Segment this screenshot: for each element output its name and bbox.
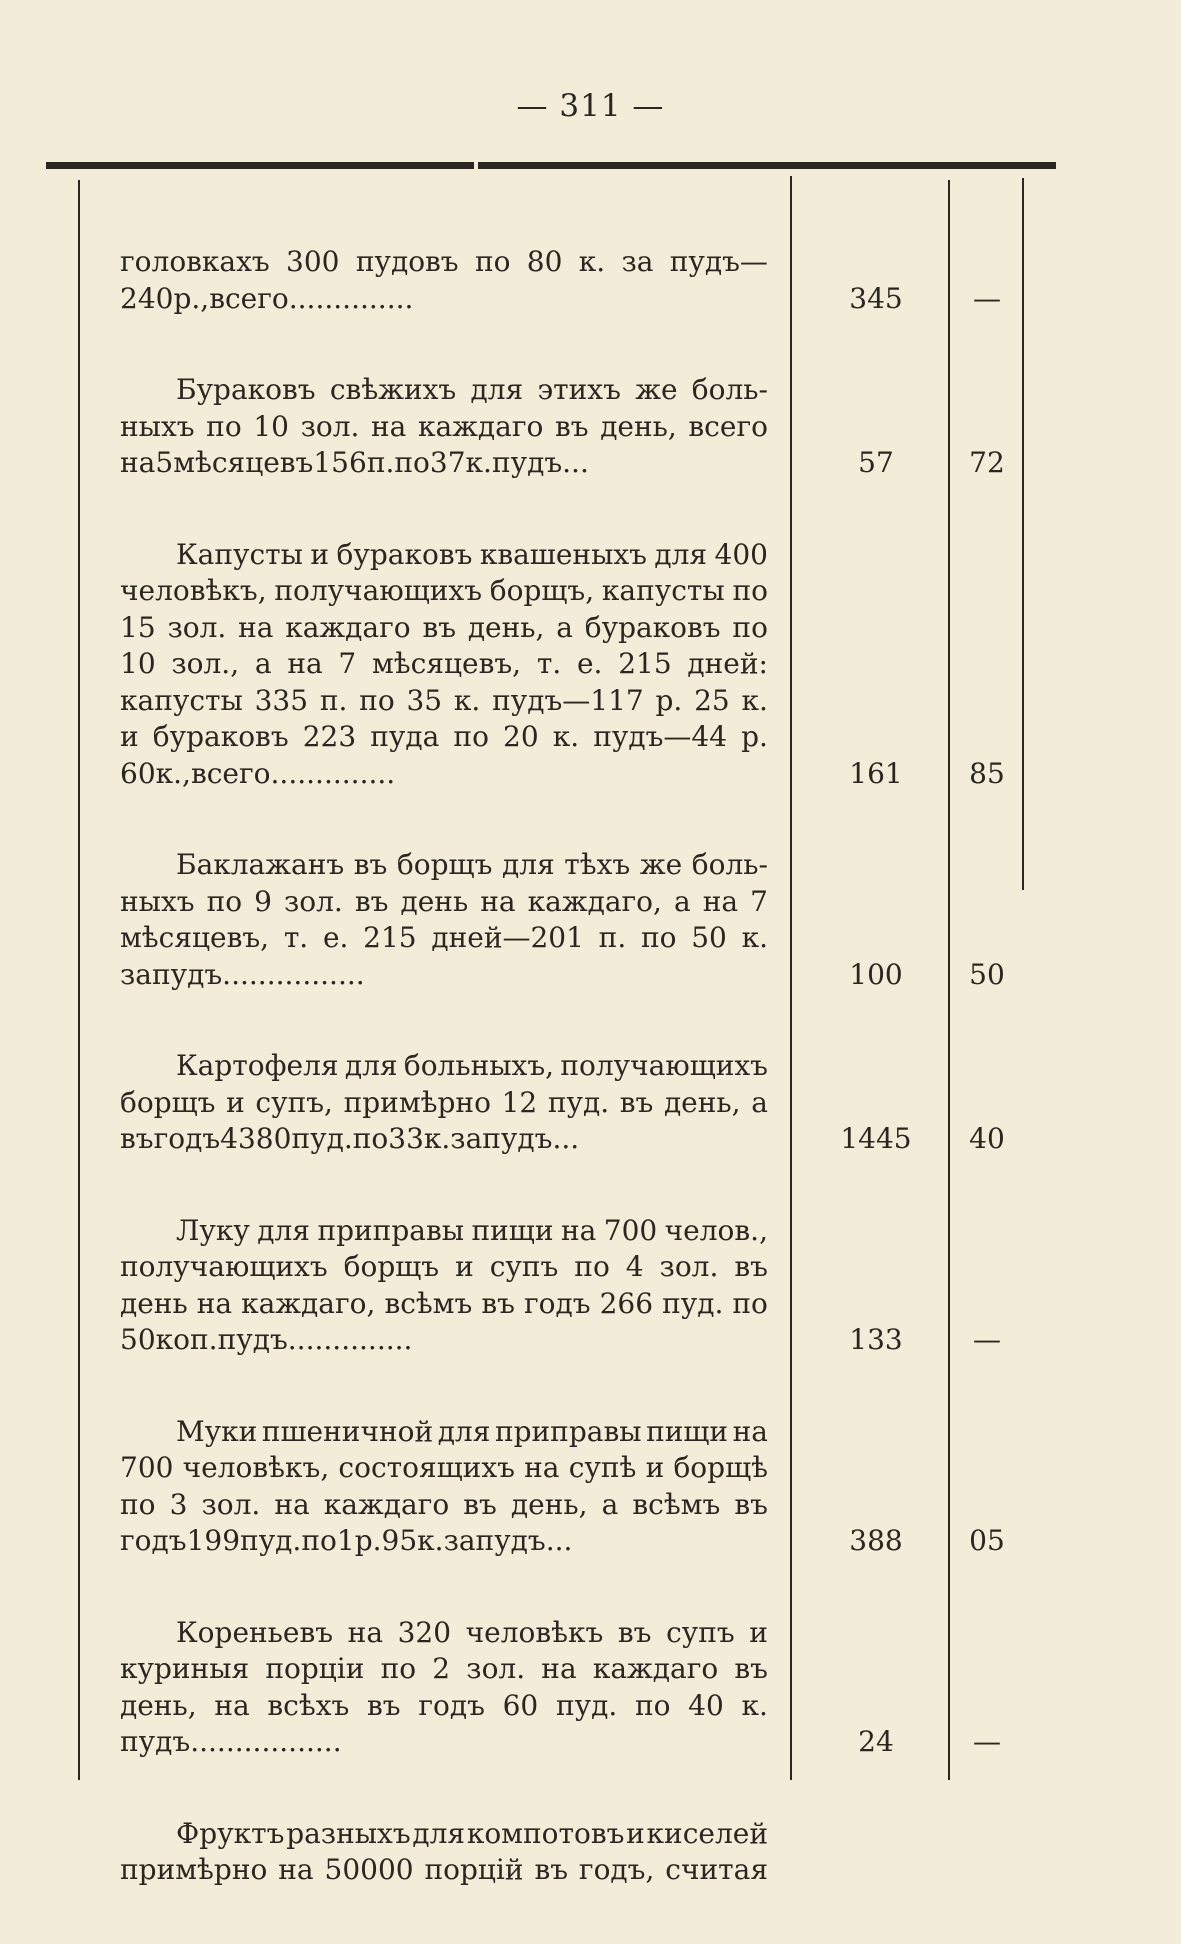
- entry-line: Фруктъ разныхъ для компотовъ и киселей: [176, 1816, 768, 1850]
- entry-text: [120, 1615, 768, 1761]
- ledger-entry: [0, 1414, 1181, 1560]
- header-rule-left: [46, 162, 474, 169]
- entry-line: Муки пшеничной для приправы пищи на: [176, 1414, 768, 1448]
- ledger-entry: [0, 244, 1181, 317]
- entry-line: пудъ. . . . . . . . . . . . . . . . .: [120, 1725, 342, 1758]
- kopecks-amount: 50: [969, 957, 1005, 991]
- rubles-amount: 345: [849, 281, 903, 315]
- entry-line: 15 зол. на каждаго въ день, а бураковъ по: [120, 610, 768, 644]
- ledger-rows: [0, 244, 1181, 1944]
- entry-text: [120, 537, 768, 793]
- rubles-amount: 24: [858, 1725, 894, 1758]
- entry-line: день на каждаго, всѣмъ въ годъ 266 пуд. по: [120, 1286, 768, 1320]
- entry-line: примѣрно на 50000 порцій въ годъ, считая: [120, 1853, 768, 1886]
- entry-line: за пудъ . . . . . . . . . . . . . . . .: [120, 957, 365, 991]
- kopecks-amount: —: [973, 1725, 1001, 1758]
- entry-text: [120, 1048, 768, 1158]
- entry-line: день, на всѣхъ въ годъ 60 пуд. по 40 к.: [120, 1688, 768, 1722]
- ledger-entry: [0, 1048, 1181, 1158]
- ledger-entry: [0, 847, 1181, 993]
- kopecks-amount: 40: [969, 1122, 1005, 1155]
- rubles-amount: 133: [849, 1323, 903, 1356]
- entry-line: человѣкъ, получающихъ борщъ, капусты по: [120, 574, 768, 607]
- entry-text: [120, 244, 768, 317]
- ledger-entry: [0, 372, 1181, 482]
- entry-line: 240 р., всего. . . . . . . . . . . . . .: [120, 281, 414, 315]
- entry-text: [120, 847, 768, 993]
- kopecks-amount: —: [973, 281, 1001, 315]
- ledger-entry: [0, 1213, 1181, 1359]
- entry-text: [120, 1816, 768, 1889]
- entry-line: по 3 зол. на каждаго въ день, а всѣмъ въ: [120, 1487, 768, 1521]
- entry-line: Кореньевъ на 320 человѣкъ въ супъ и: [176, 1615, 768, 1649]
- ledger-entry: [0, 1615, 1181, 1761]
- entry-line: 50 коп. пудъ. . . . . . . . . . . . . .: [120, 1323, 413, 1356]
- ledger-entry: [0, 1816, 1181, 1889]
- entry-line: 60 к., всего . . . . . . . . . . . . . .: [120, 756, 396, 790]
- entry-line: куриныя порціи по 2 зол. на каждаго въ: [120, 1652, 768, 1685]
- rubles-amount: 1445: [840, 1122, 912, 1155]
- entry-line: ныхъ по 9 зол. въ день на каждаго, а на 7: [120, 884, 768, 918]
- rubles-amount: 100: [849, 957, 903, 991]
- entry-text: [120, 372, 768, 482]
- entry-line: борщъ и супъ, примѣрно 12 пуд. въ день, а: [120, 1085, 768, 1119]
- ledger-entry: [0, 537, 1181, 793]
- entry-text: [120, 1213, 768, 1359]
- entry-line: капусты 335 п. по 35 к. пудъ—117 р. 25 к.: [120, 683, 768, 717]
- entry-line: Капусты и бураковъ квашеныхъ для 400: [176, 537, 768, 571]
- entry-line: и бураковъ 223 пуда по 20 к. пудъ—44 р.: [120, 720, 768, 753]
- entry-line: мѣсяцевъ, т. е. 215 дней—201 п. по 50 к.: [120, 921, 768, 954]
- entry-line: Бураковъ свѣжихъ для этихъ же боль-: [176, 373, 768, 406]
- entry-line: 700 человѣкъ, состоящихъ на супѣ и борщѣ: [120, 1451, 768, 1484]
- rubles-amount: 388: [849, 1524, 903, 1557]
- entry-line: Луку для приправы пищи на 700 челов.,: [176, 1213, 768, 1247]
- kopecks-amount: —: [973, 1323, 1001, 1356]
- rubles-amount: 161: [849, 756, 903, 790]
- entry-line: въ годъ 4380 пуд. по 33 к. за пудъ . . .: [120, 1122, 580, 1155]
- entry-line: ныхъ по 10 зол. на каждаго въ день, всего: [120, 409, 768, 443]
- entry-line: Баклажанъ въ борщъ для тѣхъ же боль-: [176, 848, 768, 881]
- rubles-amount: 57: [858, 446, 894, 479]
- kopecks-amount: 05: [969, 1524, 1005, 1557]
- kopecks-amount: 85: [969, 756, 1005, 790]
- entry-text: [120, 1414, 768, 1560]
- entry-line: головкахъ 300 пудовъ по 80 к. за пудъ—: [120, 245, 768, 278]
- entry-line: на 5 мѣсяцевъ 156 п. по 37 к. пудъ. . .: [120, 446, 589, 479]
- header-rule-right: [478, 162, 1056, 169]
- entry-line: Картофеля для больныхъ, получающихъ: [176, 1049, 768, 1082]
- entry-line: получающихъ борщъ и супъ по 4 зол. въ: [120, 1250, 768, 1283]
- page-number: — 311 —: [516, 88, 665, 124]
- entry-line: годъ 199 пуд. по 1 р. 95 к. за пудъ. . .: [120, 1524, 573, 1557]
- kopecks-amount: 72: [969, 446, 1005, 479]
- entry-line: 10 зол., а на 7 мѣсяцевъ, т. е. 215 дней:: [120, 647, 768, 680]
